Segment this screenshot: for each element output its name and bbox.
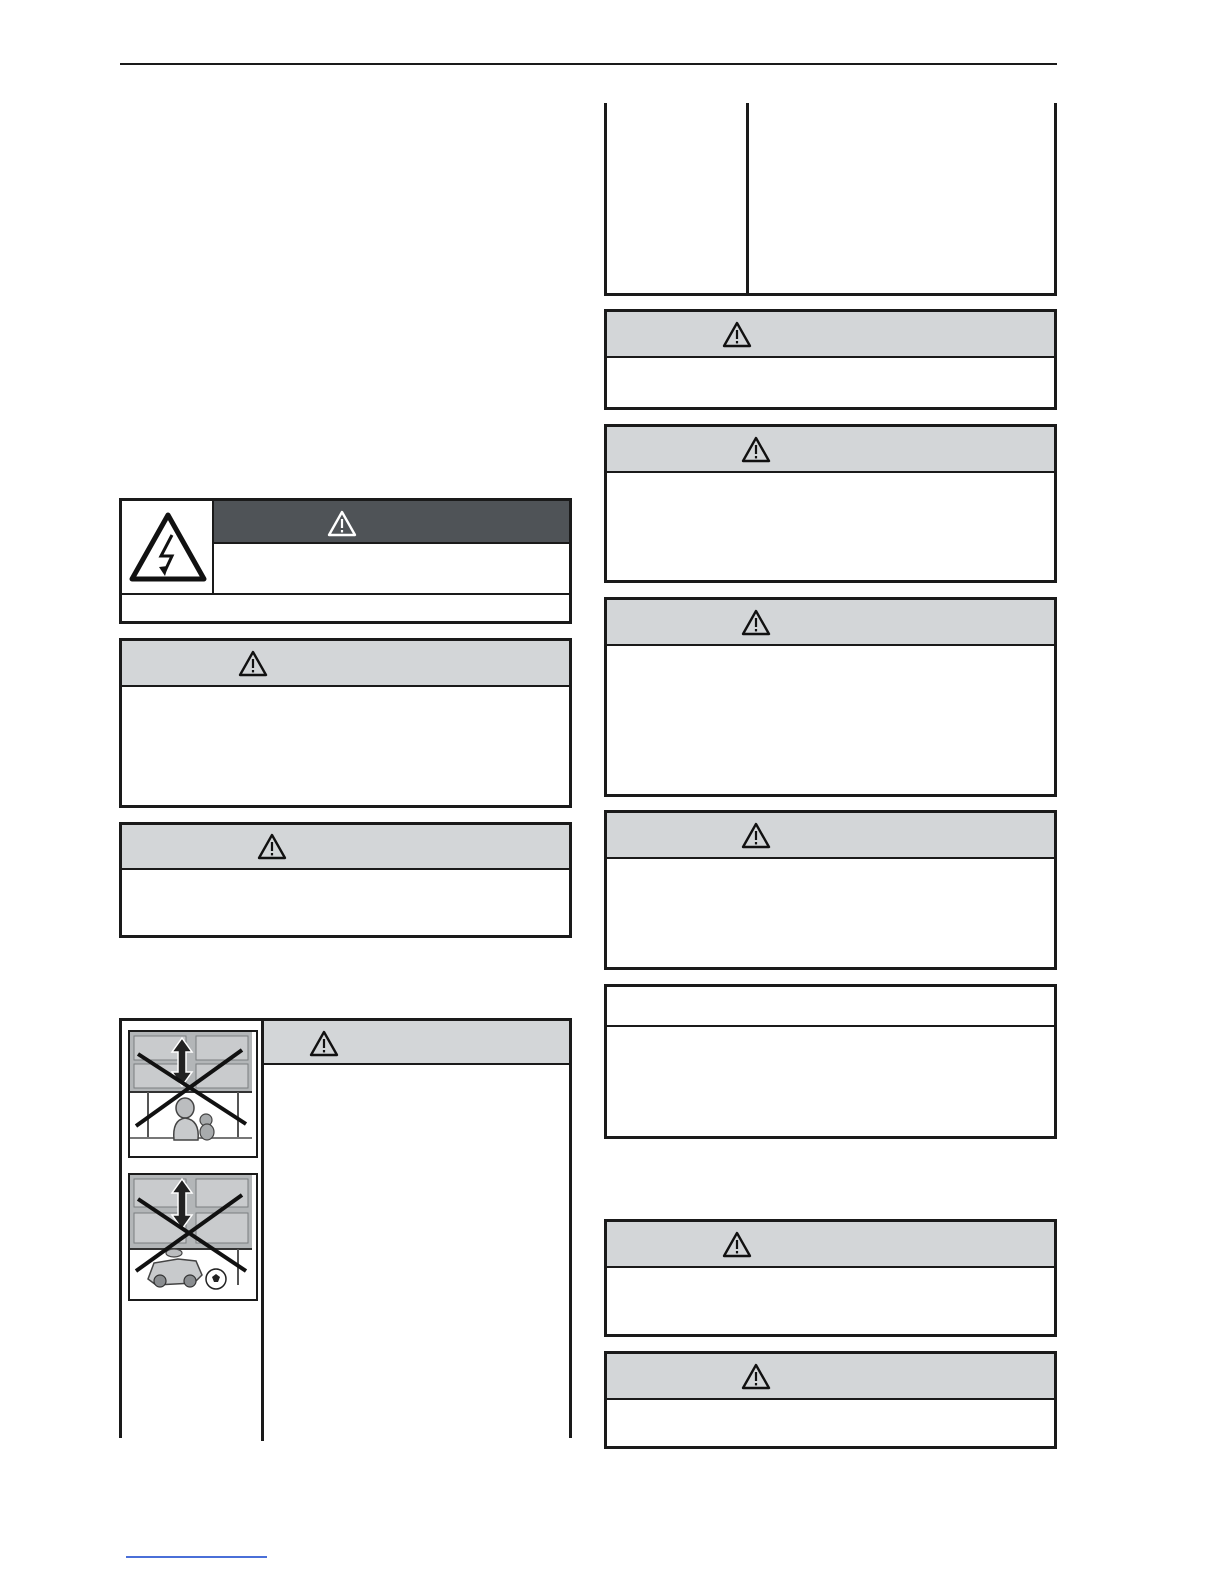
- table-fragment: [604, 103, 1057, 296]
- warning-header: [607, 1222, 1054, 1268]
- warning-header: [607, 427, 1054, 473]
- warning-triangle-icon: [722, 1231, 752, 1258]
- warning-triangle-icon: [741, 1363, 771, 1390]
- no-toys-under-door-icon: [130, 1175, 252, 1295]
- warning-triangle-icon: [309, 1030, 339, 1057]
- warning-header: [122, 825, 569, 870]
- illustration-divider: [261, 1021, 264, 1441]
- child-under-door-illustration: [128, 1030, 258, 1158]
- warning-box-left-1: [119, 638, 572, 808]
- table-column-divider: [746, 103, 749, 293]
- child-safety-warning-box: [119, 1018, 572, 1438]
- top-rule: [120, 63, 1057, 65]
- warning-box-right-5: [604, 1219, 1057, 1337]
- electrical-divider: [122, 593, 569, 595]
- warning-header: [607, 1354, 1054, 1400]
- electrical-icon-cell: [122, 501, 214, 593]
- warning-header: [607, 312, 1054, 358]
- warning-box-right-2: [604, 424, 1057, 583]
- warning-box-right-3: [604, 597, 1057, 797]
- warning-header: [607, 600, 1054, 646]
- note-box: [604, 984, 1057, 1139]
- warning-box-right-6: [604, 1351, 1057, 1449]
- note-header: [607, 987, 1054, 1027]
- toys-under-door-illustration: [128, 1173, 258, 1301]
- warning-triangle-icon: [741, 822, 771, 849]
- warning-triangle-icon: [741, 609, 771, 636]
- warning-triangle-icon: [257, 833, 287, 860]
- warning-header: [122, 641, 569, 687]
- electrical-warning-box: [119, 498, 572, 624]
- electrical-header: [214, 501, 569, 544]
- warning-triangle-icon: [722, 321, 752, 348]
- footer-link-underline[interactable]: [126, 1556, 267, 1558]
- warning-triangle-icon: [238, 650, 268, 677]
- warning-header: [607, 813, 1054, 859]
- warning-triangle-icon: [741, 436, 771, 463]
- warning-box-right-4: [604, 810, 1057, 970]
- warning-box-right-1: [604, 309, 1057, 410]
- warning-header: [264, 1021, 569, 1065]
- no-child-under-door-icon: [130, 1032, 252, 1152]
- warning-triangle-icon: [327, 510, 357, 537]
- high-voltage-icon: [128, 511, 208, 583]
- warning-box-left-2: [119, 822, 572, 938]
